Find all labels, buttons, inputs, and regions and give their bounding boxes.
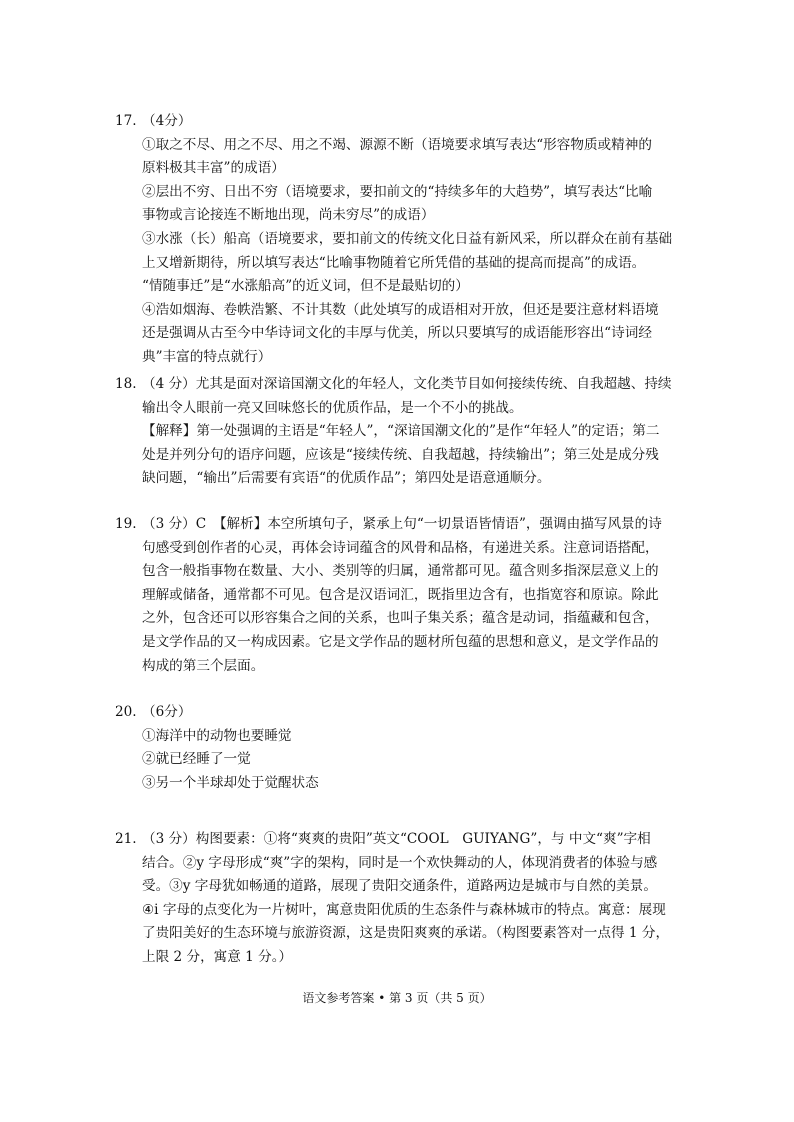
question-20 [115,701,695,795]
answer-line: （4 分）尤其是面对深谙国潮文化的年轻人，文化类节目如何接续传统、自我超越、持续 [142,376,672,392]
question-number: 21. [115,831,137,847]
answer-line: 典”丰富的特点就行） [142,348,272,365]
answer-line: （6分） [142,704,192,720]
answer-line: （3 分）C 【解析】本空所填句子，紧承上句“一切景语皆情语”，强调由描写风景的诗 [142,516,662,532]
answer-line: 包含一般指事物在数量、大小、类别等的归属，通常都可见。蕴含则多指深层意义上的 [142,563,659,580]
answer-body [142,373,695,491]
answer-body [142,828,695,970]
answer-line: “情随事迁”是“水涨船高”的近义词，但不是最贴切的） [142,278,469,295]
explanation-line: 【解释】第一处强调的主语是“年轻人”，“深谙国潮文化的”是作“年轻人”的定语；第二 [142,423,660,440]
question-18 [115,373,695,491]
answer-line: ③水涨（长）船高（语境要求，要扣前文的传统文化日益有新风采，所以群众在前有基础 [142,230,673,247]
answer-line: 受。③y 字母犹如畅通的道路，展现了贵阳交通条件，道路两边是城市与自然的美景。 [142,878,657,895]
answer-line: 上限 2 分，寓意 1 分。） [142,948,293,965]
question-21 [115,828,695,970]
answer-body [142,701,695,795]
answer-line: 还是强调从古至今中华诗词文化的丰厚与优美，所以只要填写的成语能形容出“诗词经 [142,325,652,342]
answer-line: （3 分）构图要素：①将“爽爽的贵阳”英文“COOL GUIYANG”，与 中文“爽”字相 [142,831,651,847]
question-19 [115,513,695,678]
answer-line: ①取之不尽、用之不尽、用之不竭、源源不断（语境要求填写表达“形容物质或精神的 [142,136,652,153]
question-number: 18. [115,376,137,392]
explanation-line: 缺问题，“输出”后需要有宾语“的优质作品”；第四处是语意通顺分。 [142,470,551,487]
answer-line: ②就已经睡了一觉 [142,751,251,768]
answer-line: 构成的第三个层面。 [142,657,265,674]
explanation-line: 处是并列分句的语序问题，应该是“接续传统、自我超越，持续输出”；第三处是成分残 [142,446,659,463]
answer-line: ④浩如烟海、卷帙浩繁、不计其数（此处填写的成语相对开放，但还是要注意材料语境 [142,301,659,318]
question-number: 20. [115,704,137,720]
answer-line: ②层出不穷、日出不穷（语境要求，要扣前文的“持续多年的大趋势”，填写表达“比喻 [142,183,653,200]
answer-line: 上又增新期待，所以填写表达“比喻事物随着它所凭借的基础的提高而提高”的成语。 [142,254,646,271]
question-number: 19. [115,516,137,532]
answer-line: ④i 字母的点变化为一片树叶，寓意贵阳优质的生态条件与森林城市的特点。寓意：展现 [142,901,666,918]
answer-line: 事物或言论接连不断地出现，尚未穷尽”的成语） [142,207,435,224]
answer-body [142,110,695,370]
answer-line: 了贵阳美好的生态环境与旅游资源，这是贵阳爽爽的承诺。（构图要素答对一点得 1 分， [142,925,670,942]
answer-line: 句感受到创作者的心灵，再体会诗词蕴含的风骨和品格，有递进关系。注意词语搭配， [142,539,659,556]
page-footer: 语文参考答案 • 第 3 页（共 5 页） [302,991,492,1005]
answer-line: （4分） [142,113,192,129]
answer-line: 理解或储备，通常都不可见。包含是汉语词汇，既指里边含有，也指宽容和原谅。除此 [142,586,659,603]
answer-line: 输出令人眼前一亮又回味悠长的优质作品，是一个不小的挑战。 [142,399,523,416]
question-number: 17. [115,113,137,129]
answer-line: 原料极其丰富”的成语） [142,160,285,177]
answer-line: 是文学作品的又一构成因素。它是文学作品的题材所包蕴的思想和意义，是文学作品的 [142,633,659,650]
answer-body [142,513,695,678]
answer-line: 之外，包含还可以形容集合之间的关系，也叫子集关系；蕴含是动词，指蕴藏和包含， [142,610,659,627]
question-17 [115,110,695,370]
answer-line: ③另一个半球却处于觉醒状态 [142,774,319,791]
answer-line: 结合。②y 字母形成“爽”字的架构，同时是一个欢快舞动的人，体现消费者的体验与感 [142,854,658,871]
answer-line: ①海洋中的动物也要睡觉 [142,727,292,744]
